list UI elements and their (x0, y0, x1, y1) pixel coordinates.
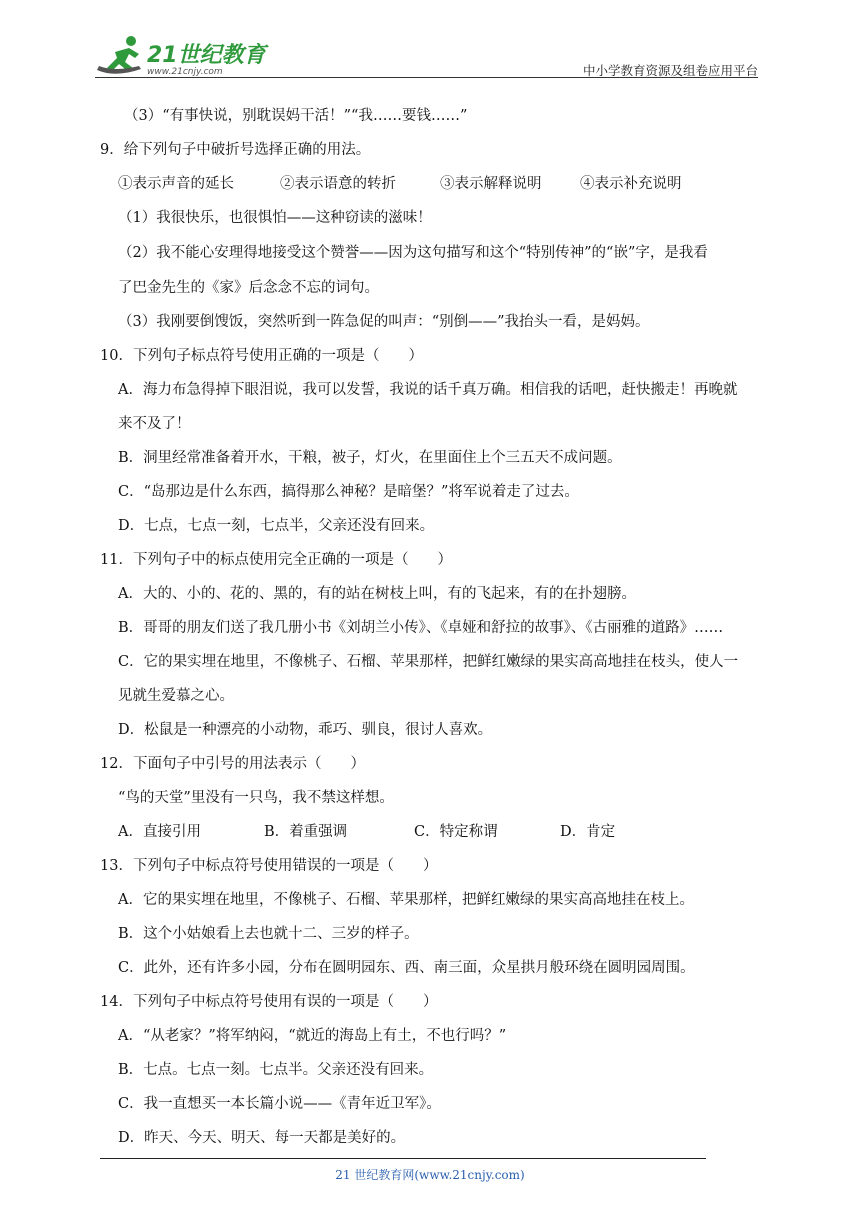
question-13-stem: 13．下列句子中标点符号使用错误的一项是（ ） (100, 858, 438, 874)
question-10-option-a: A．海力布急得掉下眼泪说，我可以发誓，我说的话千真万确。相信我的话吧，赶快搬走！再晚就 (118, 382, 738, 398)
option-2: ②表示语意的转折 (280, 176, 396, 192)
question-10-stem: 10．下列句子标点符号使用正确的一项是（ ） (100, 348, 423, 364)
question-10-option-d: D．七点，七点一刻，七点半，父亲还没有回来。 (118, 518, 435, 534)
question-11-stem: 11．下列句子中的标点使用完全正确的一项是（ ） (100, 552, 452, 568)
logo-text: 21世纪教育 (147, 43, 266, 68)
question-9-item-2: （2）我不能心安理得地接受这个赞誉——因为这句描写和这个“特别传神”的“嵌”字，是我看 (118, 245, 708, 261)
option-4: ④表示补充说明 (580, 176, 682, 192)
question-14-option-a: A．“从老家？”将军纳闷，“就近的海岛上有土，不也行吗？” (118, 1028, 507, 1044)
site-logo (95, 32, 295, 78)
question-13-option-c: C．此外，还有许多小园，分布在圆明园东、西、南三面，众星拱月般环绕在圆明园周围。 (118, 960, 695, 976)
question-10-option-b: B．洞里经常准备着开水，干粮，被子，灯火，在里面住上个三五天不成问题。 (118, 450, 622, 466)
question-9-item-3: （3）我刚要倒馊饭，突然听到一阵急促的叫声：“别倒——”我抬头一看，是妈妈。 (118, 314, 650, 330)
question-9-options (118, 174, 682, 194)
question-14-option-d: D．昨天、今天、明天、每一天都是美好的。 (118, 1130, 406, 1146)
logo-url: www.21cnjy.com (147, 67, 223, 77)
question-10-option-c: C．“岛那边是什么东西，搞得那么神秘？是暗堡？”将军说着走了过去。 (118, 484, 579, 500)
page-footer: 21 世纪教育网(www.21cnjy.com) (335, 1168, 525, 1182)
option-b: B．着重强调 (264, 824, 348, 840)
option-1: ①表示声音的延长 (118, 176, 234, 192)
question-14-option-b: B．七点。七点一刻。七点半。父亲还没有回来。 (118, 1062, 434, 1078)
question-12-quote: “鸟的天堂”里没有一只鸟，我不禁这样想。 (118, 790, 394, 806)
question-11-option-c-cont: 见就生爱慕之心。 (118, 688, 234, 704)
question-9-stem: 9．给下列句子中破折号选择正确的用法。 (100, 142, 371, 158)
question-14-option-c: C．我一直想买一本长篇小说——《青年近卫军》。 (118, 1096, 441, 1112)
question-12-options (118, 822, 615, 842)
question-10-option-a-cont: 来不及了！ (118, 416, 191, 432)
question-13-option-a: A．它的果实埋在地里，不像桃子、石榴、苹果那样，把鲜红嫩绿的果实高高地挂在枝上。 (118, 892, 694, 908)
option-a: A．直接引用 (118, 824, 201, 840)
question-11-option-b: B．哥哥的朋友们送了我几册小书《刘胡兰小传》、《卓娅和舒拉的故事》、《古丽雅的道路》…… (118, 620, 724, 636)
question-11-option-a: A．大的、小的、花的、黑的，有的站在树枝上叫，有的飞起来，有的在扑翅膀。 (118, 586, 636, 602)
question-14-stem: 14．下列句子中标点符号使用有误的一项是（ ） (100, 994, 438, 1010)
header-divider (95, 77, 758, 78)
question-9-item-1: （1）我很快乐，也很惧怕——这种窃读的滋味！ (118, 210, 432, 226)
option-3: ③表示解释说明 (440, 176, 542, 192)
platform-name: 中小学教育资源及组卷应用平台 (582, 63, 758, 78)
question-8-item-3: （3）“有事快说，别耽误妈干活！”“我……要钱……” (124, 108, 468, 124)
question-11-option-c: C．它的果实埋在地里，不像桃子、石榴、苹果那样，把鲜红嫩绿的果实高高地挂在枝头，使人一 (118, 654, 739, 670)
option-d: D．肯定 (560, 824, 616, 840)
question-9-item-2-cont: 了巴金先生的《家》后念念不忘的词句。 (118, 280, 379, 296)
question-12-stem: 12．下面句子中引号的用法表示（ ） (100, 756, 365, 772)
question-13-option-b: B．这个小姑娘看上去也就十二、三岁的样子。 (118, 926, 419, 942)
runner-icon (97, 36, 141, 74)
question-11-option-d: D．松鼠是一种漂亮的小动物，乖巧、驯良，很讨人喜欢。 (118, 722, 493, 738)
page-header (95, 32, 758, 82)
footer-divider (100, 1158, 706, 1159)
option-c: C．特定称谓 (414, 824, 498, 840)
